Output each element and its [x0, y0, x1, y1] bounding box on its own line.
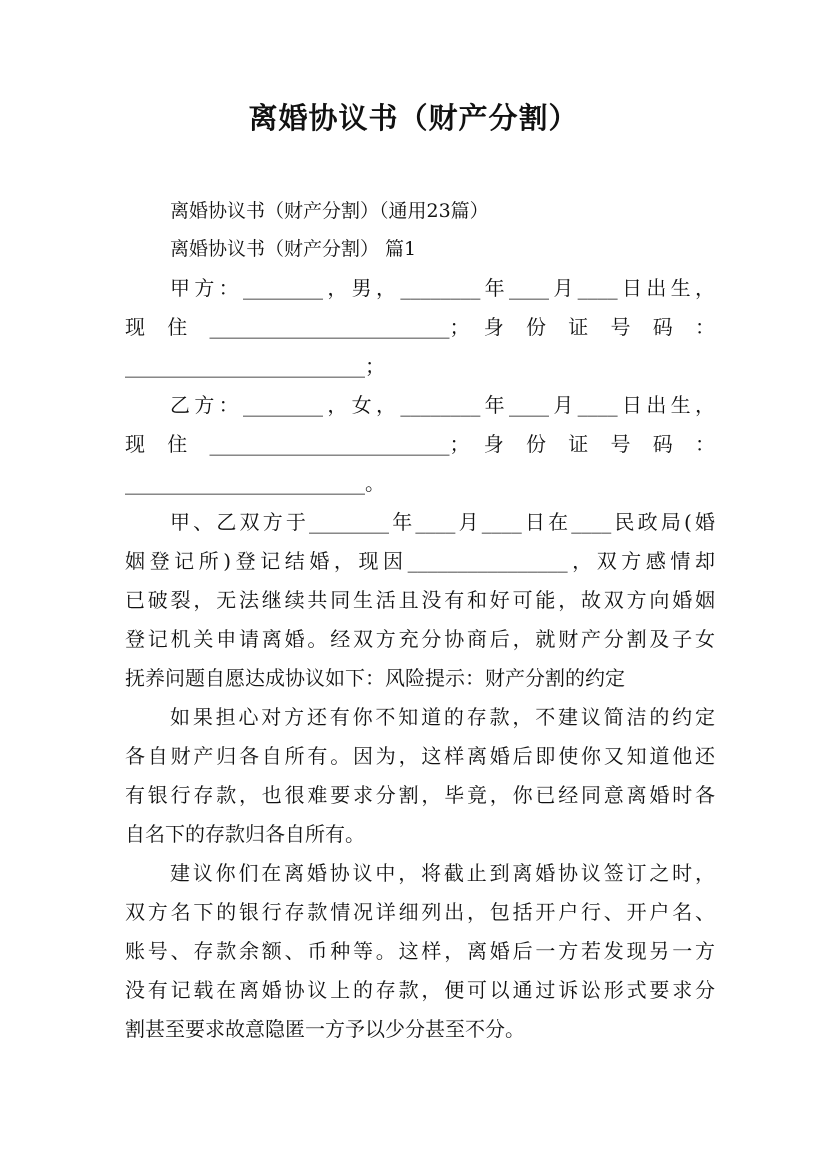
party-a-line-2: 现 住 ________________________； 身 份 证 号 码 ： — [125, 315, 715, 339]
paragraph-line: 抚养问题自愿达成协议如下：风险提示：财产分割的约定 — [125, 666, 625, 690]
paragraph-line: 姻登记所)登记结婚，现因________________，双方感情却 — [125, 549, 715, 573]
paragraph-line: 有银行存款，也很难要求分割，毕竟，你已经同意离婚时各 — [125, 783, 715, 807]
paragraph-line: 各自财产归各自所有。因为，这样离婚后即使你又知道他还 — [125, 744, 715, 768]
paragraph-line: 登记机关申请离婚。经双方充分协商后，就财产分割及子女 — [125, 627, 715, 651]
party-b-line-2: 现 住 ________________________； 身 份 证 号 码 ： — [125, 432, 715, 456]
paragraph-line: 如果担心对方还有你不知道的存款，不建议简洁的约定 — [170, 705, 715, 729]
paragraph-line: 割甚至要求故意隐匿一方予以少分甚至不分。 — [125, 1017, 525, 1041]
paragraph-line: 已破裂，无法继续共同生活且没有和好可能，故双方向婚姻 — [125, 588, 715, 612]
section-heading: 离婚协议书（财产分割） 篇1 — [170, 238, 417, 260]
party-a-line-1: 甲方：________，男，________年____月____日出生， — [170, 276, 715, 300]
paragraph-line: 建议你们在离婚协议中，将截止到离婚协议签订之时， — [170, 861, 715, 885]
paragraph-line: 双方名下的银行存款情况详细列出，包括开户行、开户名、 — [125, 900, 715, 924]
document-title: 离婚协议书（财产分割） — [248, 101, 579, 135]
paragraph-line: 账号、存款余额、币种等。这样，离婚后一方若发现另一方 — [125, 939, 715, 963]
paragraph-line: 甲、乙双方于________年____月____日在____民政局(婚 — [170, 510, 715, 534]
party-a-line-3: ________________________； — [125, 354, 385, 378]
paragraph-line: 自名下的存款归各自所有。 — [125, 822, 365, 846]
paragraph-line: 没有记载在离婚协议上的存款，便可以通过诉讼形式要求分 — [125, 978, 715, 1002]
party-b-line-1: 乙方：________，女，________年____月____日出生， — [170, 393, 715, 417]
document-subtitle: 离婚协议书（财产分割）（通用23篇） — [170, 200, 489, 222]
party-b-line-3: ________________________。 — [125, 471, 385, 495]
